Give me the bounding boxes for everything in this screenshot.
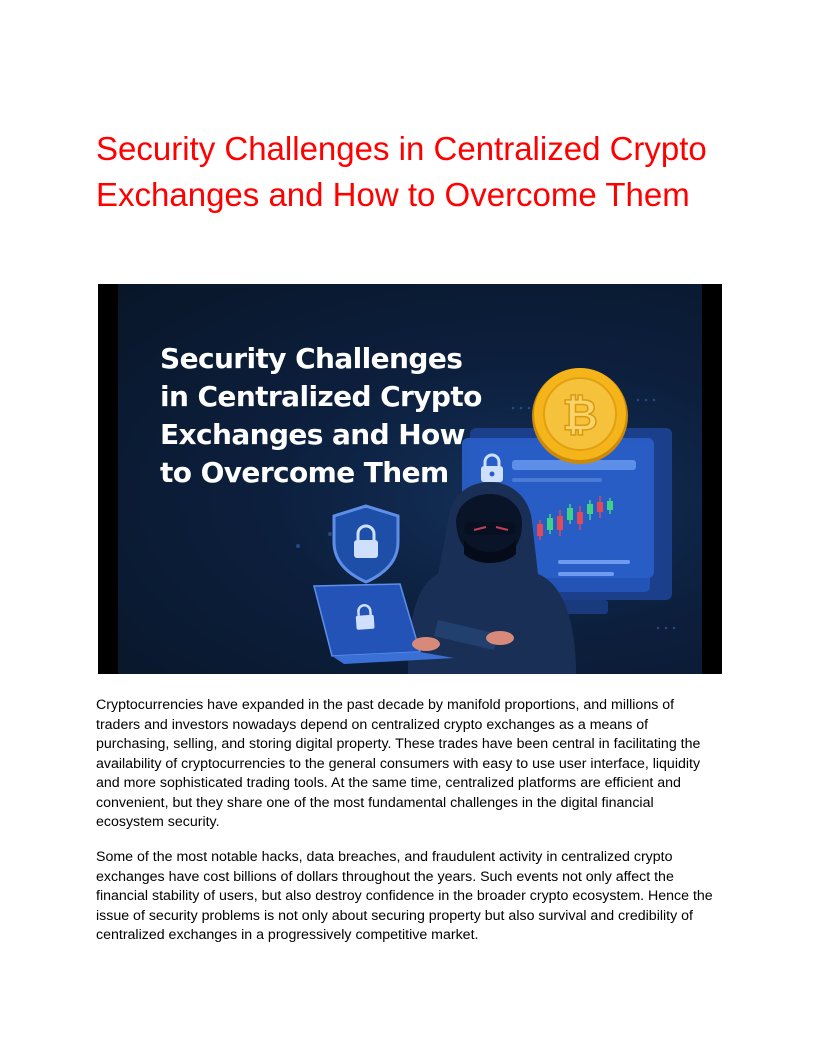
paragraph-security-incidents: Some of the most notable hacks, data breaches, and fraudulent activity in centralized crypto exchanges have cost billions of dollars throughout the years. Such events not only affect the financial stability of users, but also destroy confidence in the broader crypto ecosystem. Hence the issue of security problems is not only about securing property but also survival and credibility of centralized exchanges in a progressively competitive market. <box>96 849 713 943</box>
shield-lock-icon <box>334 506 398 582</box>
hero-image-canvas <box>118 284 702 674</box>
bitcoin-icon <box>532 368 628 464</box>
paragraph-intro: Cryptocurrencies have expanded in the past decade by manifold proportions, and millions of traders and investors nowadays depend on centralized crypto exchanges as a means of purchasing, selling, and storing digital property. These trades have been central in facilitating the availability of cryptocurrencies to the general consumers with easy to use user interface, liquidity and more sophisticated trading tools. At the same time, centralized platforms are efficient and convenient, but they share one of the most fundamental challenges in the digital financial ecosystem security. <box>96 697 701 830</box>
hero-heading: Security Challenges in Centralized Crypto Exchanges and How to Overcome Them <box>160 342 482 489</box>
svg-text:₿: ₿ <box>562 390 598 441</box>
page-title: Security Challenges in Centralized Crypto Exchanges and How to Overcome Them <box>96 130 707 213</box>
hero-image <box>98 284 722 674</box>
